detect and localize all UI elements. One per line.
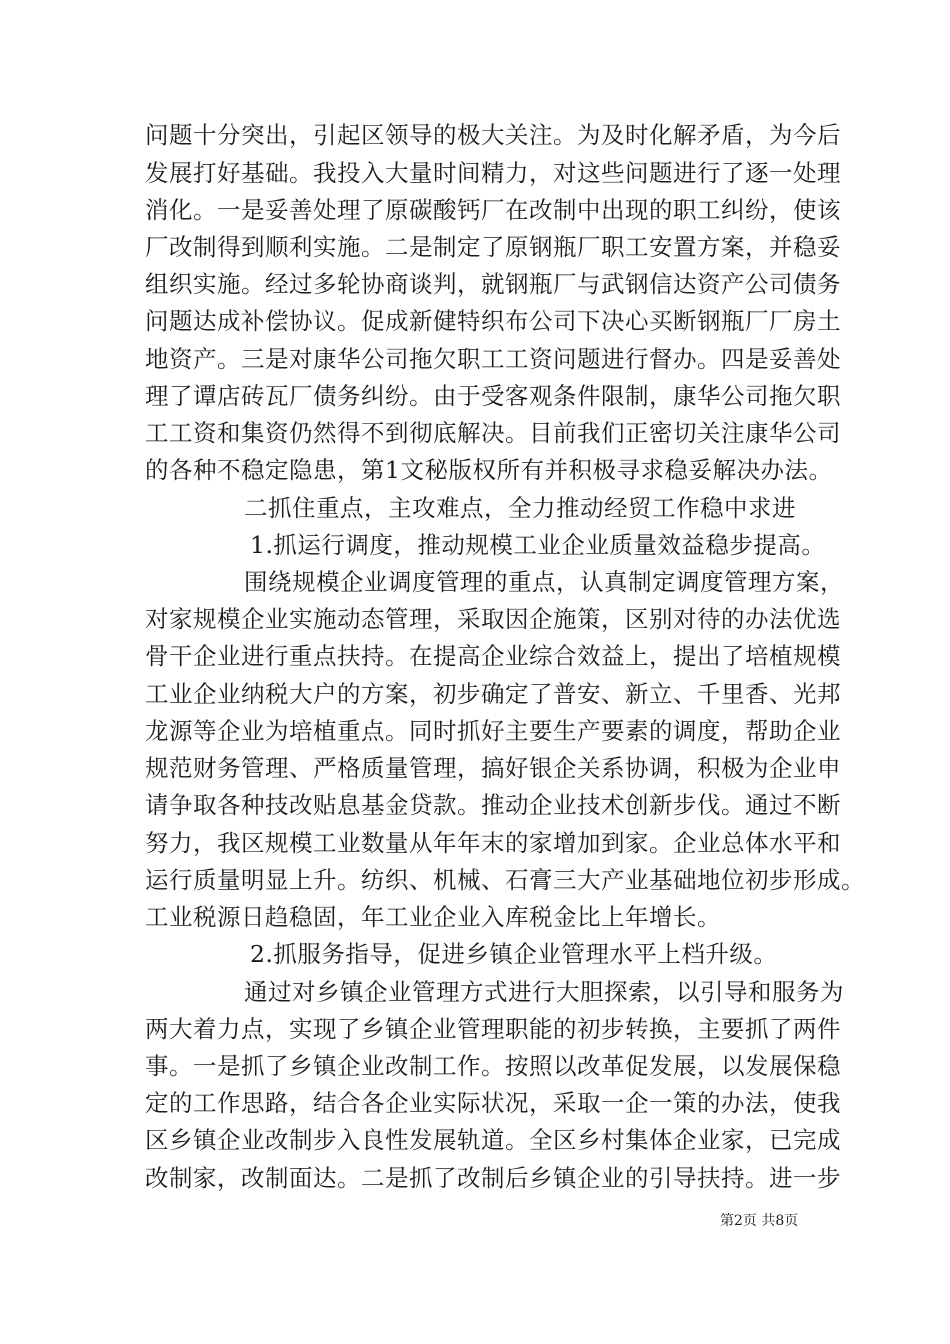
- paragraph-line: 骨干企业进行重点扶持。在提高企业综合效益上，提出了培植规模: [145, 642, 841, 670]
- paragraph-line: 两大着力点，实现了乡镇企业管理职能的初步转换，主要抓了两件: [145, 1015, 841, 1043]
- subheading-2: 2.抓服务指导，促进乡镇企业管理水平上档升级。: [250, 940, 778, 968]
- page-number-footer: 第2页 共8页: [720, 1213, 799, 1229]
- subheading-1: 1.抓运行调度，推动规模工业企业质量效益稳步提高。: [250, 531, 826, 559]
- body-line: 问题十分突出，引起区领导的极大关注。为及时化解矛盾，为今后: [145, 121, 841, 149]
- body-line: 地资产。三是对康华公司拖欠职工工资问题进行督办。四是妥善处: [145, 345, 841, 373]
- paragraph-line: 工业企业纳税大户的方案，初步确定了普安、新立、千里香、光邦: [145, 680, 841, 708]
- paragraph-line: 工业税源日趋稳固，年工业企业入库税金比上年增长。: [145, 903, 721, 931]
- body-line: 工工资和集资仍然得不到彻底解决。目前我们正密切关注康华公司: [145, 419, 841, 447]
- paragraph-line: 通过对乡镇企业管理方式进行大胆探索，以引导和服务为: [244, 978, 844, 1006]
- paragraph-line: 运行质量明显上升。纺织、机械、石膏三大产业基础地位初步形成。: [145, 866, 865, 894]
- body-line: 理了谭店砖瓦厂债务纠纷。由于受客观条件限制，康华公司拖欠职: [145, 382, 841, 410]
- paragraph-line: 改制家，改制面达。二是抓了改制后乡镇企业的引导扶持。进一步: [145, 1164, 841, 1192]
- section-heading: 二抓住重点，主攻难点，全力推动经贸工作稳中求进: [244, 494, 796, 522]
- body-line: 的各种不稳定隐患，第1文秘版权所有并积极寻求稳妥解决办法。: [145, 456, 833, 484]
- paragraph-line: 请争取各种技改贴息基金贷款。推动企业技术创新步伐。通过不断: [145, 791, 841, 819]
- paragraph-line: 区乡镇企业改制步入良性发展轨道。全区乡村集体企业家，已完成: [145, 1126, 841, 1154]
- body-line: 厂改制得到顺利实施。二是制定了原钢瓶厂职工安置方案，并稳妥: [145, 233, 841, 261]
- paragraph-line: 事。一是抓了乡镇企业改制工作。按照以改革促发展，以发展保稳: [145, 1052, 841, 1080]
- paragraph-line: 定的工作思路，结合各企业实际状况，采取一企一策的办法，使我: [145, 1089, 841, 1117]
- paragraph-line: 对家规模企业实施动态管理，采取因企施策，区别对待的办法优选: [145, 605, 841, 633]
- body-line: 问题达成补偿协议。促成新健特织布公司下决心买断钢瓶厂厂房土: [145, 307, 841, 335]
- body-line: 发展打好基础。我投入大量时间精力，对这些问题进行了逐一处理: [145, 159, 841, 187]
- body-line: 组织实施。经过多轮协商谈判，就钢瓶厂与武钢信达资产公司债务: [145, 270, 841, 298]
- body-line: 消化。一是妥善处理了原碳酸钙厂在改制中出现的职工纠纷，使该: [145, 196, 841, 224]
- paragraph-line: 龙源等企业为培植重点。同时抓好主要生产要素的调度，帮助企业: [145, 717, 841, 745]
- paragraph-line: 努力，我区规模工业数量从年年末的家增加到家。企业总体水平和: [145, 829, 841, 857]
- paragraph-line: 规范财务管理、严格质量管理，搞好银企关系协调，积极为企业申: [145, 754, 841, 782]
- paragraph-line: 围绕规模企业调度管理的重点，认真制定调度管理方案，: [244, 568, 844, 596]
